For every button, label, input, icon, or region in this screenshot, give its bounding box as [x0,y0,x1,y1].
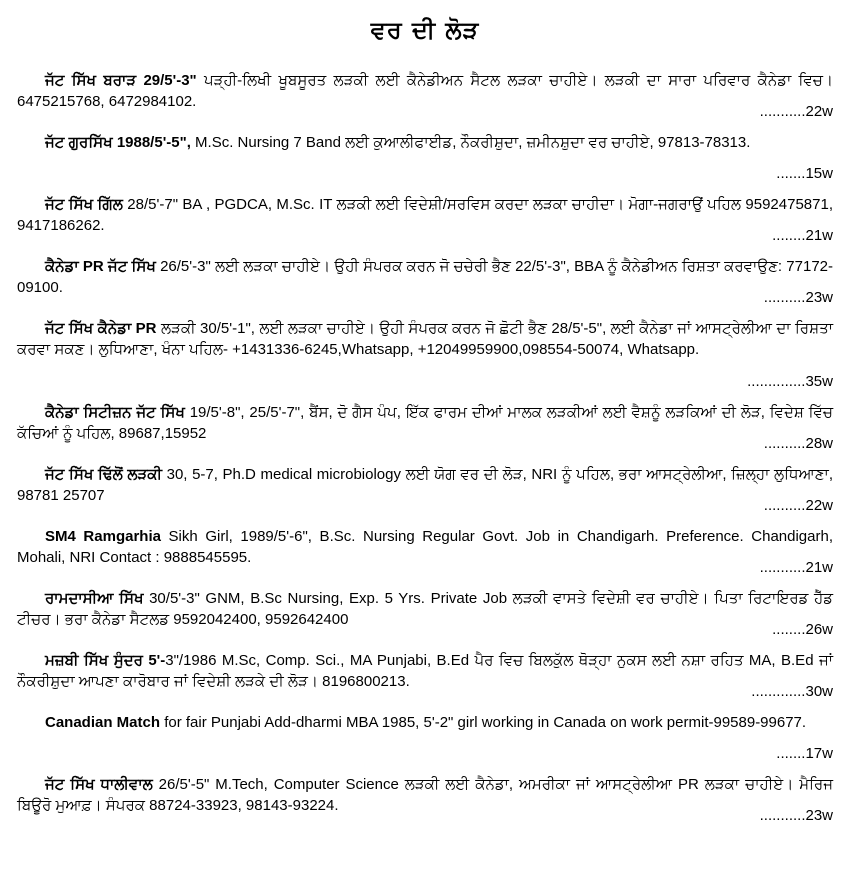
ad-text [17,318,833,360]
ad-body: ਲੜਕੀ 30/5'-1", ਲਈ ਲੜਕਾ ਚਾਹੀਏ। ਉਹੀ ਸੰਪਰਕ ਕਰਨ ਜੋ ਛੋਟੀ ਭੈਣ 28/5'-5", ਲਈ ਕੈਨੇਡਾ ਜਾਂ ਆਸਟ੍ਰੇਲੀਆ ਦਾ ਰਿਸ਼ਤਾ ਕਰਵਾ ਸਕਣ। ਲੁਧਿਆਣਾ, ਖੰਨਾ ਪਹਿਲ- +1431336-6245,Whatsapp, +12049959900,098554-50074, Whatsapp. [17,320,833,358]
ad-body: 26/5'-5" M.Tech, Computer Science ਲੜਕੀ ਲਈ ਕੈਨੇਡਾ, ਅਮਰੀਕਾ ਜਾਂ ਆਸਟ੍ਰੇਲੀਆ PR ਲੜਕਾ ਚਾਹੀਏ। ਮੈਰਿਜ ਬਿਊਰੋ ਮੁਆਫ਼। ਸੰਪਰਕ 88724-33923, 98143-93224. [17,776,833,814]
ad-price: ........21w [768,225,833,246]
ad-text [17,588,833,630]
ad-body: 19/5'-8", 25/5'-7", ਬੈਂਸ, ਦੋ ਗੈਸ ਪੰਪ, ਇੱਕ ਫਾਰਮ ਦੀਆਂ ਮਾਲਕ ਲੜਕੀਆਂ ਲਈ ਵੈਸ਼ਨੂੰ ਲੜਕਿਆਂ ਦੀ ਲੋੜ, ਵਿਦੇਸ਼ ਵਿੱਚ ਕੱਚਿਆਂ ਨੂੰ ਪਹਿਲ, 89687,15952 [17,404,833,442]
ad-item [17,318,833,402]
ad-heading: ਜੱਟ ਸਿੱਖ ਢਿੱਲੋਂ ਲੜਕੀ [45,466,163,483]
ad-text [17,650,833,692]
ad-price: ..........28w [760,433,833,454]
ad-price: .............30w [747,681,833,702]
ad-price: ...........22w [756,101,833,122]
ad-heading: Canadian Match [45,714,161,731]
ad-text [17,712,833,733]
ad-heading: ਜੱਟ ਸਿੱਖ ਗਿੱਲ [45,196,123,213]
ad-text [17,464,833,506]
ad-body: 30/5'-3" GNM, B.Sc Nursing, Exp. 5 Yrs. Private Job ਲੜਕੀ ਵਾਸਤੇ ਵਿਦੇਸ਼ੀ ਵਰ ਚਾਹੀਏ। ਪਿਤਾ ਰਿਟਾਇਰਡ ਹੈੱਡ ਟੀਚਰ। ਭਰਾ ਕੈਨੇਡਾ ਸੈਟਲਡ 9592042400, 9592642400 [17,590,833,628]
ad-body: 30, 5-7, Ph.D medical microbiology ਲਈ ਯੋਗ ਵਰ ਦੀ ਲੋੜ, NRI ਨੂੰ ਪਹਿਲ, ਭਰਾ ਆਸਟ੍ਰੇਲੀਆ, ਜ਼ਿਲ੍ਹਾ ਲੁਧਿਆਣਾ, 98781 25707 [17,466,833,504]
ad-item [17,194,833,256]
ad-item [17,650,833,712]
ad-body: 3"/1986 M.Sc, Comp. Sci., MA Punjabi, B.Ed ਪੈਰ ਵਿਚ ਬਿਲਕੁੱਲ ਥੋੜ੍ਹਾ ਨੁਕਸ ਲਈ ਨਸ਼ਾ ਰਹਿਤ MA, B.Ed ਜਾਂ ਨੌਕਰੀਸ਼ੁਦਾ ਆਪਣਾ ਕਾਰੋਬਾਰ ਜਾਂ ਵਿਦੇਸ਼ੀ ਲੜਕੇ ਦੀ ਲੋੜ। 8196800213. [17,652,833,690]
ad-text [17,526,833,568]
ad-item [17,132,833,194]
ad-heading: ਕੈਨੇਡਾ ਸਿਟੀਜ਼ਨ ਜੱਟ ਸਿੱਖ [45,404,185,421]
ad-body: Sikh Girl, 1989/5'-6", B.Sc. Nursing Regular Govt. Job in Chandigarh. Preference. Chandigarh, Mohali, NRI Contact : 9888545595. [17,528,833,566]
ad-body: M.Sc. Nursing 7 Band ਲਈ ਕੁਆਲੀਫਾਈਡ, ਨੌਕਰੀਸ਼ੁਦਾ, ਜ਼ਮੀਨਸ਼ੁਦਾ ਵਰ ਚਾਹੀਏ, 97813-78313. [190,134,751,151]
ad-item [17,588,833,650]
ad-item [17,526,833,588]
ad-body: ਪੜ੍ਹੀ-ਲਿਖੀ ਖੂਬਸੂਰਤ ਲੜਕੀ ਲਈ ਕੈਨੇਡੀਅਨ ਸੈਟਲ ਲੜਕਾ ਚਾਹੀਏ। ਲੜਕੀ ਦਾ ਸਾਰਾ ਪਰਿਵਾਰ ਕੈਨੇਡਾ ਵਿਚ। 6475215768, 6472984102. [17,72,833,110]
ad-body: 28/5'-7" BA , PGDCA, M.Sc. IT ਲੜਕੀ ਲਈ ਵਿਦੇਸ਼ੀ/ਸਰਵਿਸ ਕਰਦਾ ਲੜਕਾ ਚਾਹੀਦਾ। ਮੋਗਾ-ਜਗਰਾਉਂ ਪਹਿਲ 9592475871, 9417186262. [17,196,834,234]
ad-body: 26/5'-3" ਲਈ ਲੜਕਾ ਚਾਹੀਏ। ਉਹੀ ਸੰਪਰਕ ਕਰਨ ਜੋ ਚਚੇਰੀ ਭੈਣ 22/5'-3", BBA ਨੂੰ ਕੈਨੇਡੀਅਨ ਰਿਸ਼ਤਾ ਕਰਵਾਉਣ: 77172-09100. [17,258,833,296]
ad-price: ...........21w [756,557,833,578]
ad-body: for fair Punjabi Add-dharmi MBA 1985, 5'-2" girl working in Canada on work permit-99589-99677. [160,714,807,731]
ad-price: ........26w [768,619,833,640]
ad-price: .......17w [772,743,833,764]
page-title: ਵਰ ਦੀ ਲੋੜ [370,16,480,44]
ad-heading: ਜੱਟ ਸਿੱਖ ਕੈਨੇਡਾ PR [45,320,157,337]
ad-text [17,256,833,298]
ad-heading: SM4 Ramgarhia [45,528,161,545]
ads-list [17,70,833,836]
ad-text [17,132,833,153]
ad-text [17,194,833,236]
ad-price: ..........23w [760,287,833,308]
ad-text [17,774,833,816]
ad-item [17,70,833,132]
ad-price: ..........22w [760,495,833,516]
ad-item [17,774,833,836]
ad-price: .......15w [772,163,833,184]
ad-heading: ਜੱਟ ਸਿੱਖ ਧਾਲੀਵਾਲ [45,776,153,793]
ad-item [17,712,833,774]
ad-price: ...........23w [756,805,833,826]
ad-item [17,402,833,464]
ad-item [17,464,833,526]
ad-heading: ਜੱਟ ਸਿੱਖ ਬਰਾੜ 29/5'-3" [45,72,197,89]
ad-heading: ਜੱਟ ਗੁਰਸਿੱਖ 1988/5'-5", [45,134,191,151]
ad-price: ..............35w [743,371,833,392]
ad-heading: ਕੈਨੇਡਾ PR ਜੱਟ ਸਿੱਖ [45,258,156,275]
ad-text [17,402,833,444]
ad-item [17,256,833,318]
ad-heading: ਮਜ਼ਬੀ ਸਿੱਖ ਸੁੰਦਰ 5'- [45,652,166,669]
ad-text [17,70,833,112]
ad-heading: ਰਾਮਦਾਸੀਆ ਸਿੱਖ [45,590,144,607]
